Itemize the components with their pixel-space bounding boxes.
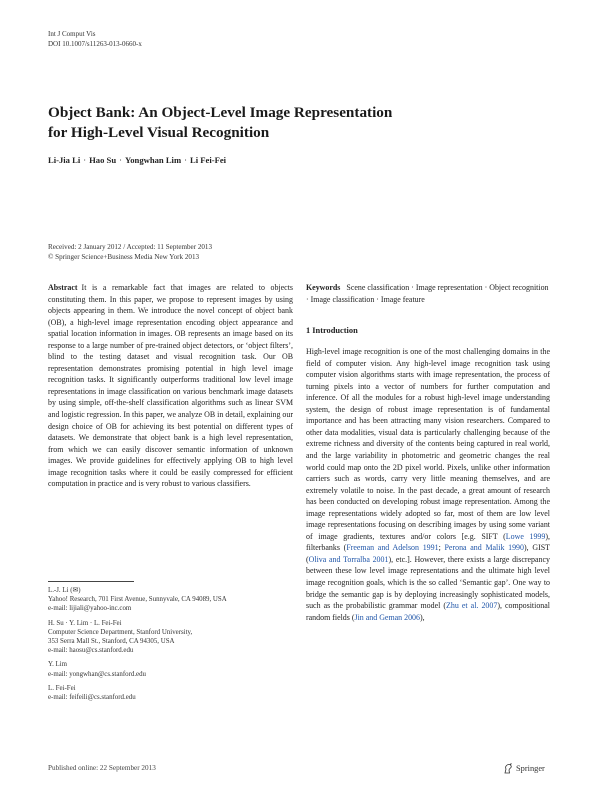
author-name: Li Fei-Fei	[189, 155, 227, 165]
affiliation-block	[48, 684, 293, 702]
intro-text: ), GIST (	[306, 543, 550, 564]
affiliation-line: Computer Science Department, Stanford University,	[48, 628, 193, 636]
intro-text: High-level image recognition is one of the most challenging domains in the field of computer vision. Any high-level image recognition task using computer vision algorithms starts with image representation, the process of turning pixels into a vector of numbers for further computation and inference. Of all the modules for a robust high-level image understanding system, the design of robust image representation is of fundamental importance and has been attracting many vision researchers. Compared to other data modalities, visual data is particularly challenging because of the extreme richness and diversity of the contents being captured in real world, and the large variability in photometric and geometric changes the real world could map onto the 2D pixel world. Pixels, unlike other information carriers such as words, carry very little meaning themselves, and are extremely volatile to noise. In the past decade, a great amount of research has been conducted on developing robust image representation. Among the image representations widely adopted so far, most of them are low level image representations focusing on describing images by using some variant of image gradients, textures and/or colors [e.g. SIFT (	[306, 347, 550, 541]
email-link[interactable]: e-mail: yongwhan@cs.stanford.edu	[48, 670, 147, 678]
section-title: Introduction	[312, 326, 358, 336]
publisher-logo	[503, 763, 545, 774]
citation-link[interactable]: Oliva and Torralba 2001	[308, 554, 389, 564]
author-list	[48, 155, 226, 165]
journal-header	[48, 30, 142, 49]
author-name: Li-Jia Li	[48, 155, 81, 165]
published-online-date: Published online: 22 September 2013	[48, 764, 156, 772]
keywords-text: Scene classification · Image representation · Object recognition · Image classification · Image feature	[306, 283, 549, 304]
citation-link[interactable]: Zhu et al. 2007	[446, 601, 498, 611]
author-separator: ·	[184, 155, 187, 165]
paper-title	[48, 103, 488, 143]
intro-text: ), filterbanks (	[306, 531, 551, 553]
citation-link[interactable]: Jin and Geman 2006	[354, 612, 420, 622]
keywords-label: Keywords	[306, 283, 341, 292]
email-link[interactable]: e-mail: haosu@cs.stanford.edu	[48, 647, 134, 655]
affiliation-block	[48, 660, 293, 678]
copyright-notice: © Springer Science+Business Media New York 2013	[48, 252, 200, 261]
springer-horse-icon	[503, 763, 513, 774]
intro-text: ), compositional random fields (	[306, 601, 551, 622]
author-name: Yongwhan Lim	[124, 155, 182, 165]
introduction-paragraph	[306, 346, 550, 623]
publisher-name: Springer	[516, 764, 545, 773]
affiliation-line: L.-J. Li (✉)	[48, 587, 81, 594]
journal-name: Int J Comput Vis	[48, 30, 96, 38]
author-name: Hao Su	[89, 155, 117, 165]
right-column	[306, 282, 550, 623]
citation-link[interactable]: Lowe 1999	[505, 531, 546, 541]
doi-link[interactable]: DOI 10.1007/s11263-013-0660-x	[48, 39, 142, 48]
abstract-label: Abstract	[48, 283, 78, 292]
keywords-paragraph	[306, 282, 550, 305]
affiliation-block	[48, 586, 293, 614]
email-link[interactable]: e-mail: feifeili@cs.stanford.edu	[48, 694, 136, 702]
author-separator: ·	[83, 155, 87, 165]
introduction-body	[306, 346, 550, 623]
affiliation-line: L. Fei-Fei	[48, 684, 76, 692]
affiliation-block	[48, 619, 293, 656]
intro-text: ;	[438, 543, 445, 553]
affiliations	[48, 586, 293, 707]
received-accepted-dates: Received: 2 January 2012 / Accepted: 11 September 2013	[48, 243, 213, 251]
intro-text: ), etc.]. However, there exists a large discrepancy between these low level image representations and the ultimate high level image recognition goals, which is the so called ‘Semantic gap’. One way to bridge the semantic gap is by deploying increasingly sophisticated models, such as the probabilistic grammar model (	[306, 554, 550, 611]
affiliation-line: H. Su · Y. Lim · L. Fei-Fei	[48, 619, 122, 627]
abstract-section	[48, 282, 293, 490]
abstract-paragraph	[48, 282, 293, 490]
publication-history	[48, 243, 212, 262]
title-line: for High-Level Visual Recognition	[48, 124, 270, 141]
title-line: Object Bank: An Object-Level Image Representation	[48, 104, 393, 121]
affiliation-line: Yahoo! Research, 701 First Avenue, Sunnyvale, CA 94089, USA	[48, 596, 227, 604]
section-number: 1	[306, 326, 311, 336]
author-separator: ·	[119, 155, 122, 165]
citation-link[interactable]: Perona and Malik 1990	[444, 543, 524, 553]
keywords-section	[306, 282, 550, 305]
affiliation-line: 353 Serra Mall St., Stanford, CA 94305, USA	[48, 638, 175, 646]
citation-link[interactable]: Freeman and Adelson 1991	[346, 543, 439, 553]
intro-text: ),	[419, 612, 425, 622]
section-heading	[306, 326, 550, 335]
email-link[interactable]: e-mail: lijiali@yahoo-inc.com	[48, 605, 132, 613]
footnote-rule	[48, 581, 134, 582]
abstract-text: It is a remarkable fact that images are related to objects constituting them. In this paper, we propose to represent images by using objects appearing in them. We introduce the novel concept of object bank (OB), a high-level image representation encoding object appearance and spatial location information in images. OB represents an image based on its response to a large number of pre-trained object detectors, or ‘object filters’, blind to the testing dataset and visual recognition task. Our OB representation demonstrates promising potential in high level image recognition tasks. It significantly outperforms traditional low level image representations in image classification on various benchmark image datasets by using simple, off-the-shelf classification algorithms such as linear SVM and logistic regression. In this paper, we analyze OB in detail, explaining our design choice of OB for achieving its best potential on different types of datasets. We demonstrate that object bank is a high level representation, from which we can easily discover semantic information of unknown images. We provide guidelines for effectively applying OB to high level image recognition tasks where it could be easily compressed for efficient computation in practice and is very robust to various classifiers.	[48, 283, 294, 489]
affiliation-line: Y. Lim	[48, 661, 68, 669]
